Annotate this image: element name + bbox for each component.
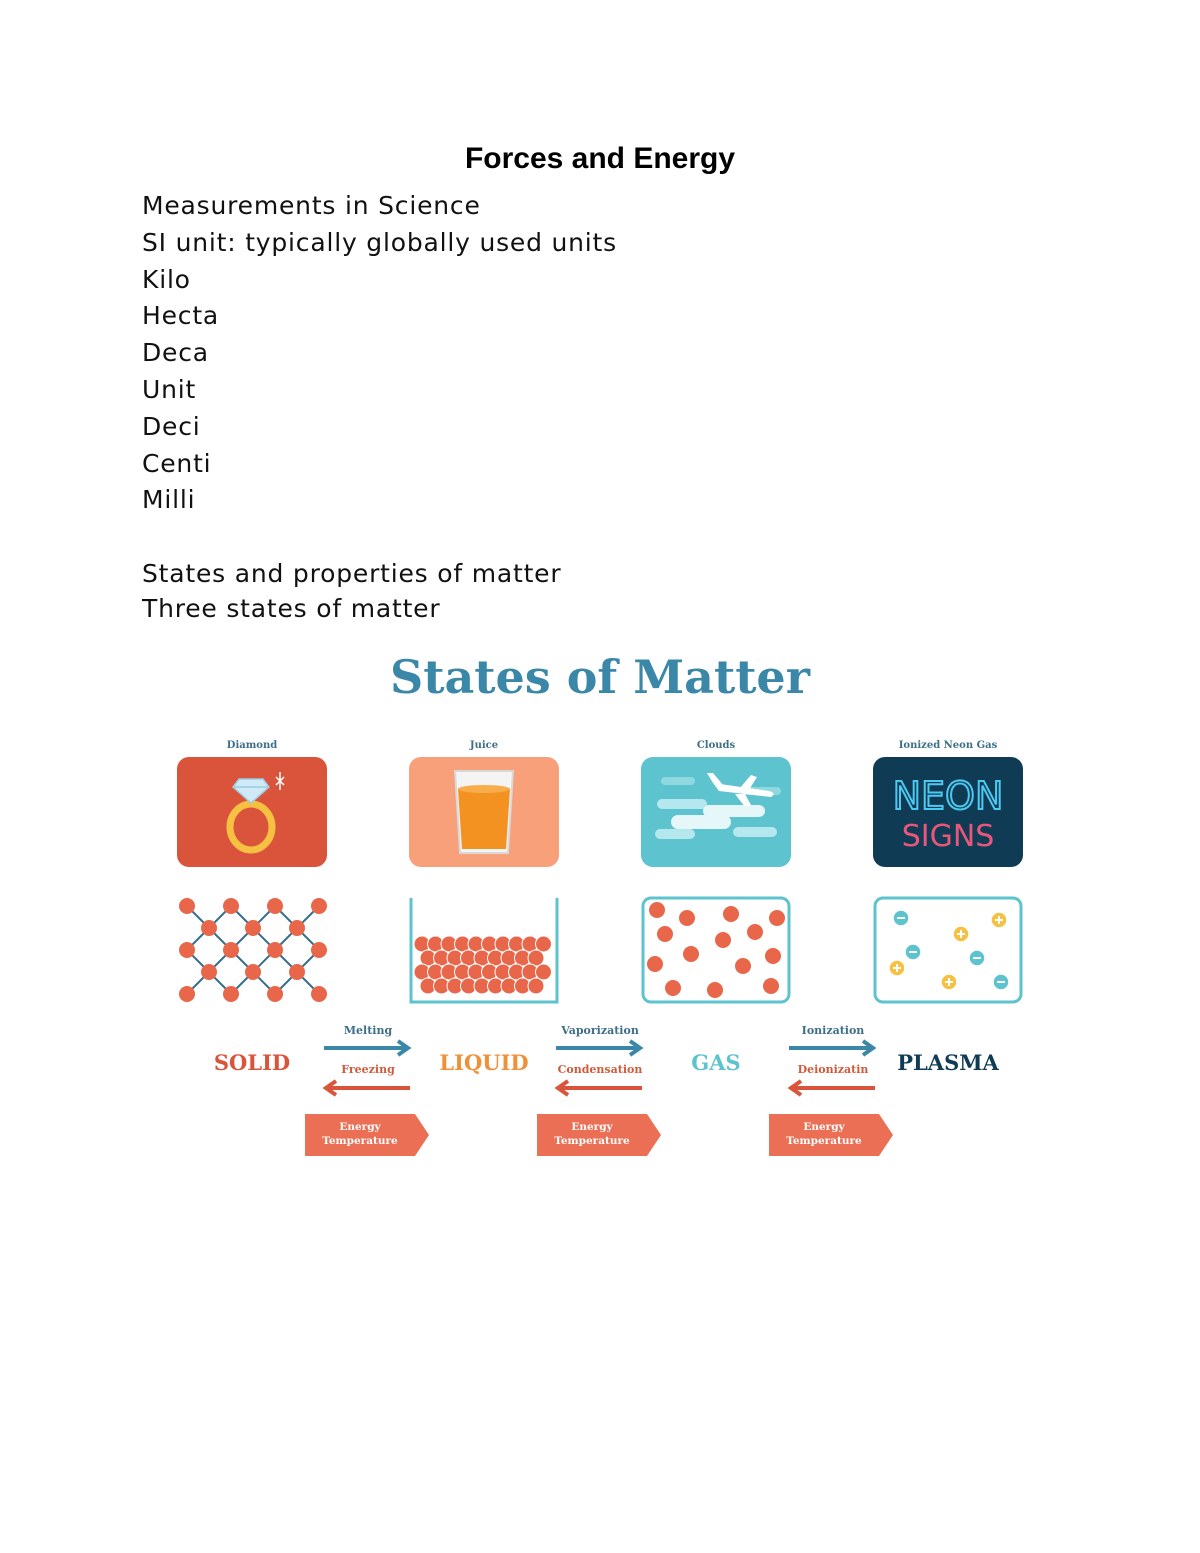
- particle: [201, 964, 217, 980]
- state-label-plasma: PLASMA: [897, 1050, 999, 1075]
- temperature-label: Temperature: [322, 1135, 398, 1147]
- particle: [289, 920, 305, 936]
- state-label-solid: SOLID: [213, 1050, 291, 1075]
- juice-glass-icon: [409, 757, 559, 867]
- energy-label: Energy: [803, 1121, 845, 1133]
- text-line: SI unit: typically globally used units: [142, 227, 617, 257]
- particle: [747, 924, 763, 940]
- particle: [267, 942, 283, 958]
- particle: [179, 986, 195, 1002]
- transition-forward-label: Vaporization: [561, 1024, 639, 1037]
- particle: [267, 898, 283, 914]
- particle: [735, 958, 751, 974]
- particle: [657, 926, 673, 942]
- energy-label: Energy: [339, 1121, 381, 1133]
- picture-label-juice: Juice: [469, 740, 499, 751]
- particle: [201, 920, 217, 936]
- text-line: States and properties of matter: [142, 559, 562, 588]
- particle: [245, 964, 261, 980]
- state-label-liquid: LIQUID: [439, 1050, 529, 1075]
- transition-backward-label: Freezing: [341, 1063, 395, 1076]
- particle: [528, 978, 544, 994]
- liquid-particles-diagram: [409, 896, 559, 1004]
- picture-label-clouds: Clouds: [696, 740, 736, 751]
- text-line: Measurements in Science: [142, 191, 481, 220]
- text-line: Hecta: [142, 301, 220, 331]
- particle: [715, 932, 731, 948]
- text-line: Centi: [142, 448, 212, 478]
- solid-lattice-diagram: [177, 896, 327, 1004]
- particle: [223, 898, 239, 914]
- particle: [179, 898, 195, 914]
- temperature-label: Temperature: [554, 1135, 630, 1147]
- transition-forward-label: Melting: [343, 1024, 393, 1037]
- energy-temperature-arrow: [305, 1114, 431, 1156]
- text-line: Three states of matter: [142, 594, 441, 623]
- transition-forward-label: Ionization: [801, 1024, 865, 1037]
- measurement-notes: [142, 188, 617, 519]
- particle: [223, 942, 239, 958]
- infographic-title: States of Matter: [390, 650, 810, 704]
- particle: [647, 956, 663, 972]
- text-line: Kilo: [142, 264, 191, 294]
- gas-particles-diagram: [641, 896, 791, 1004]
- transition-liquid-gas: [550, 1020, 650, 1100]
- neon-signs-card: [873, 757, 1023, 867]
- particle: [223, 986, 239, 1002]
- neon-text-line2: SIGNS: [901, 819, 995, 854]
- transition-backward-label: Condensation: [557, 1063, 643, 1076]
- particle: [763, 978, 779, 994]
- neon-text-line1: NEON: [892, 774, 1004, 818]
- transition-backward-label: Deionizatin: [797, 1063, 869, 1076]
- particle: [665, 980, 681, 996]
- transition-solid-liquid: [318, 1020, 418, 1100]
- text-line: Milli: [142, 485, 196, 515]
- particle: [679, 910, 695, 926]
- particle: [289, 964, 305, 980]
- particle: [179, 942, 195, 958]
- particle: [683, 946, 699, 962]
- energy-label: Energy: [571, 1121, 613, 1133]
- diamond-ring-card: [177, 757, 327, 867]
- particle: [765, 948, 781, 964]
- energy-temperature-arrow: [769, 1114, 895, 1156]
- particle: [707, 982, 723, 998]
- state-label-gas: GAS: [691, 1050, 741, 1075]
- particle: [311, 898, 327, 914]
- matter-notes: [142, 556, 561, 626]
- particle: [311, 942, 327, 958]
- energy-temperature-arrow: [537, 1114, 663, 1156]
- clouds-card: [641, 757, 791, 867]
- particle: [536, 964, 552, 980]
- particle: [245, 920, 261, 936]
- text-line: Deca: [142, 338, 209, 368]
- particle: [769, 910, 785, 926]
- juice-card: [409, 757, 559, 867]
- states-of-matter-infographic: [150, 640, 1050, 1180]
- document-title: Forces and Energy: [464, 142, 736, 175]
- particle: [311, 986, 327, 1002]
- text-line: Deci: [142, 411, 201, 441]
- plasma-particles-diagram: [873, 896, 1023, 1004]
- clouds-plane-icon: [641, 757, 791, 867]
- particle: [649, 902, 665, 918]
- picture-label-diamond: Diamond: [226, 740, 278, 751]
- particle: [536, 936, 552, 952]
- text-line: Unit: [142, 374, 197, 404]
- particle: [267, 986, 283, 1002]
- picture-label-neon: Ionized Neon Gas: [898, 740, 998, 751]
- particle: [723, 906, 739, 922]
- diamond-ring-icon: [177, 757, 327, 867]
- temperature-label: Temperature: [786, 1135, 862, 1147]
- transition-gas-plasma: [783, 1020, 883, 1100]
